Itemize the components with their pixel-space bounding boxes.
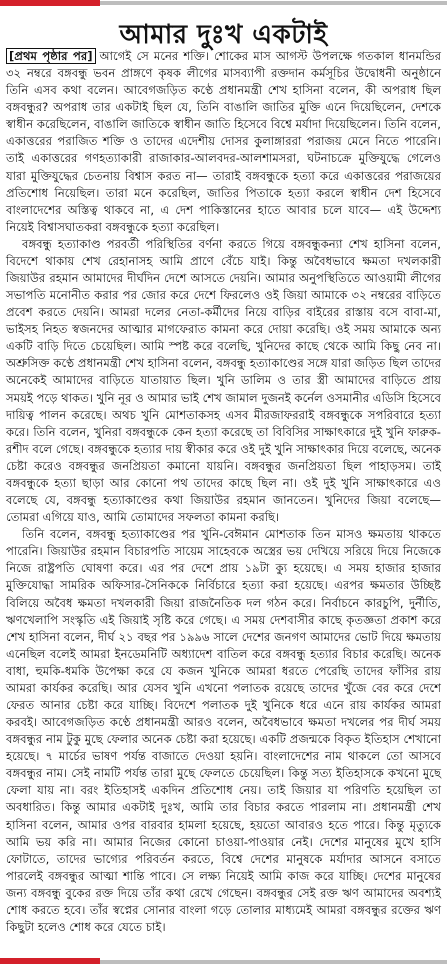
continued-from-front-page-tag: [প্রথম পৃষ্ঠার পর] [6,48,96,64]
paragraph-text: আগেই সে মনের শক্তি। শোকের মাস আগস্ট উপলক্ষে গতকাল ধানমন্ডির ৩২ নম্বরে বঙ্গবন্ধু ভবন প্রাঙ্গণে কৃষক লীগের মাসব্যাপী রক্তদান কর্মসূচির উদ্বোধনী অনুষ্ঠানে তিনি এসব কথা বলেন। আবেগজড়িত কণ্ঠে প্রধানমন্ত্রী শেখ হাসিনা বলেন, কী অপরাধ ছিল বঙ্গবন্ধুর? অপরাধ তার একটাই ছিল যে, তিনি বাঙালি জাতির মুক্তি এনে দিয়েছিলেন, দেশকে স্বাধীন করেছিলেন, বাঙালি জাতিকে স্বাধীন জাতি হিসেবে বিশ্বে মর্যাদা দিয়েছিলেন। তিনি বলেন, একাত্তরের পরাজিত শক্তি ও তাদের এদেশীয় দোসর কুলাঙ্গাররা পরাজয় মেনে নিতে পারেনি। তাই একাত্তরের গণহত্যাকারী রাজাকার-আলবদর-আলশামসরা, ঘটনাচক্রে মুক্তিযুদ্ধে গেলেও যারা মুক্তিযুদ্ধের চেতনায় বিশ্বাস করত না— তারাই বঙ্গবন্ধুকে হত্যা করে একাত্তরের পরাজয়ের প্রতিশোধ নিয়েছিল। তারা মনে করেছিল, জাতির পিতাকে হত্যা করলে স্বাধীন দেশ হিসেবে বাংলাদেশের অস্তিত্ব থাকবে না, এ দেশ পাকিস্তানের হাতে আবার চলে যাবে— এই উদ্দেশ্য নিয়েই বিশ্বাসঘাতকরা বঙ্গবন্ধুকে হত্যা করেছিল। [6,49,441,234]
top-grey-rule [100,1,447,5]
article-body [6,48,441,936]
article-paragraph-1 [6,48,441,236]
bottom-grey-rule [100,960,447,964]
top-red-rule [0,0,100,6]
bottom-red-rule [0,958,100,964]
headline: আমার দুঃখ একটাই [119,20,328,50]
article-paragraph-2: বঙ্গবন্ধু হত্যাকাণ্ড পরবর্তী পরিস্থিতির বর্ণনা করতে গিয়ে বঙ্গবন্ধুকন্যা শেখ হাসিনা বলেন, বিদেশে থাকায় শেখ রেহানাসহ আমি প্রাণে বেঁচে যাই। কিন্তু অবৈধভাবে ক্ষমতা দখলকারী জিয়াউর রহমান আমাদের দীর্ঘদিন দেশে আসতে দেয়নি। আমার অনুপস্থিতিতে আওয়ামী লীগের সভাপতি মনোনীত করার পর জোর করে দেশে ফিরলেও ওই জিয়া আমাকে ৩২ নম্বরের বাড়িতে প্রবেশ করতে দেয়নি। আমরা দলের নেতা-কর্মীদের নিয়ে বাড়ির বাইরের রাস্তায় বসে বাবা-মা, ভাইসহ নিহত স্বজনদের আত্মার মাগফেরাত কামনা করে দোয়া করেছি। ওই সময় আমাকে অন্য একটি বাড়ি দিতে চেয়েছিল। আমি স্পষ্ট করে বলেছি, খুনিদের কাছে থেকে আমি কিছু নেব না। অশ্রুসিক্ত কণ্ঠে প্রধানমন্ত্রী শেখ হাসিনা বলেন, বঙ্গবন্ধু হত্যাকাণ্ডের সঙ্গে যারা জড়িত ছিল তাদের অনেকেই আমাদের বাড়িতে যাতায়াত ছিল। খুনি ডালিম ও তার স্ত্রী আমাদের বাড়িতে প্রায় সময়ই পড়ে থাকত। খুনি নূর ও আমার ভাই শেখ জামাল দুজনই কর্নেল ওসমানীর এডিসি হিসেবে দায়িত্ব পালন করেছে। অথচ খুনি মোশতাকসহ এসব মীরজাফররাই বঙ্গবন্ধুকে সপরিবারে হত্যা করে। তিনি বলেন, খুনিরা বঙ্গবন্ধুকে কেন হত্যা করেছে তা বিবিসির সাক্ষাৎকারে দুই খুনি ফারুক-রশীদ বলে গেছে। বঙ্গবন্ধুকে হত্যার দায় স্বীকার করে ওই দুই খুনি সাক্ষাৎকার দিয়ে বলেছে, অনেক চেষ্টা করেও বঙ্গবন্ধুর জনপ্রিয়তা কমানো যায়নি। বঙ্গবন্ধুর জনপ্রিয়তা ছিল পাহাড়সম। তাই বঙ্গবন্ধুকে হত্যা ছাড়া আর কোনো পথ তাদের কাছে ছিল না। ওই দুই খুনি সাক্ষাৎকারে এও বলেছে যে, বঙ্গবন্ধু হত্যাকাণ্ডের কথা জিয়াউর রহমান জানতেন। খুনিদের জিয়া বলেছে— তোমরা এগিয়ে যাও, আমি তোমাদের সফলতা কামনা করছি। [6,236,441,525]
article-paragraph-3: তিনি বলেন, বঙ্গবন্ধু হত্যাকাণ্ডের পর খুনি-বেঈমান মোশতাক তিন মাসও ক্ষমতায় থাকতে পারেনি। জিয়াউর রহমান বিচারপতি সায়েম সাহেবকে অস্ত্রের ভয় দেখিয়ে সরিয়ে দিয়ে নিজেকে নিজে রাষ্ট্রপতি ঘোষণা করে। এর পর দেশে প্রায় ১৯টা ক্যু হয়েছে। এ সময় হাজার হাজার মুক্তিযোদ্ধা সামরিক অফিসার-সৈনিককে নির্বিচারে হত্যা করা হয়েছে। এরপর ক্ষমতার উচ্ছিষ্ট বিলিয়ে অবৈধ ক্ষমতা দখলকারী জিয়া রাজনৈতিক দল গঠন করে। নির্বাচনে কারচুপি, দুর্নীতি, ঋণখেলাপি সংস্কৃতি এই জিয়াই সৃষ্টি করে গেছে। এ সময় দেশবাসীর কাছে কৃতজ্ঞতা প্রকাশ করে শেখ হাসিনা বলেন, দীর্ঘ ২১ বছর পর ১৯৯৬ সালে দেশের জনগণ আমাদের ভোট দিয়ে ক্ষমতায় এনেছিল বলেই আমরা ইনডেমনিটি অধ্যাদেশ বাতিল করে বঙ্গবন্ধু হত্যার বিচার করেছি। অনেক বাধা, হুমকি-ধমকি উপেক্ষা করে যে কজন খুনিকে আমরা ধরতে পেরেছি তাদের ফাঁসির রায় আমরা কার্যকর করেছি। আর যেসব খুনি এখনো পলাতক রয়েছে তাদের খুঁজে বের করে দেশে ফেরত আনার চেষ্টা করে যাচ্ছি। বিদেশে পলাতক দুই খুনিকে ধরে এনে রায় কার্যকর আমরা করবই। আবেগজড়িত কণ্ঠে প্রধানমন্ত্রী আরও বলেন, অবৈধভাবে ক্ষমতা দখলের পর দীর্ঘ সময় বঙ্গবন্ধুর নাম টুকু মুছে ফেলার অনেক চেষ্টা করা হয়েছে। একটি প্রজন্মকে বিকৃত ইতিহাস শেখানো হয়েছে। ৭ মার্চের ভাষণ পর্যন্ত বাজাতে দেওয়া হয়নি। বাংলাদেশের নাম থাকলে তো আসবে বঙ্গবন্ধুর নাম। সেই নামটি পর্যন্ত তারা মুছে ফেলতে চেয়েছিল। কিন্তু সত্য ইতিহাসকে কখনো মুছে ফেলা যায় না। বরং ইতিহাসই একদিন প্রতিশোধ নেয়। তাই জিয়ার যা পরিণতি হয়েছিল তা অবধারিত। কিন্তু আমার একটাই দুঃখ, আমি তার বিচার করতে পারলাম না। প্রধানমন্ত্রী শেখ হাসিনা বলেন, আমার ওপর বারবার হামলা হয়েছে, হয়তো আবারও হতে পারে। কিন্তু মৃত্যুকে আমি ভয় করি না। আমার নিজের কোনো চাওয়া-পাওয়ার নেই। দেশের মানুষের মুখে হাসি ফোটাতে, তাদের ভাগ্যের পরিবর্তন করতে, বিশ্বে দেশের মানুষকে মর্যাদার আসনে বসাতে পারলেই বঙ্গবন্ধুর আত্মা শান্তি পাবে। সে লক্ষ্য নিয়েই আমি কাজ করে যাচ্ছি। দেশের মানুষের জন্য বঙ্গবন্ধু বুকের রক্ত দিয়ে তাঁর কথা রেখে গেছেন। বঙ্গবন্ধুর সেই রক্ত ঋণ আমাদের অবশ্যই শোধ করতে হবে। তাঁর স্বপ্নের সোনার বাংলা গড়ে তোলার মাধ্যমেই আমরা বঙ্গবন্ধুর রক্তের ঋণ কিছুটা হলেও শোধ করে যেতে চাই। [6,527,441,934]
